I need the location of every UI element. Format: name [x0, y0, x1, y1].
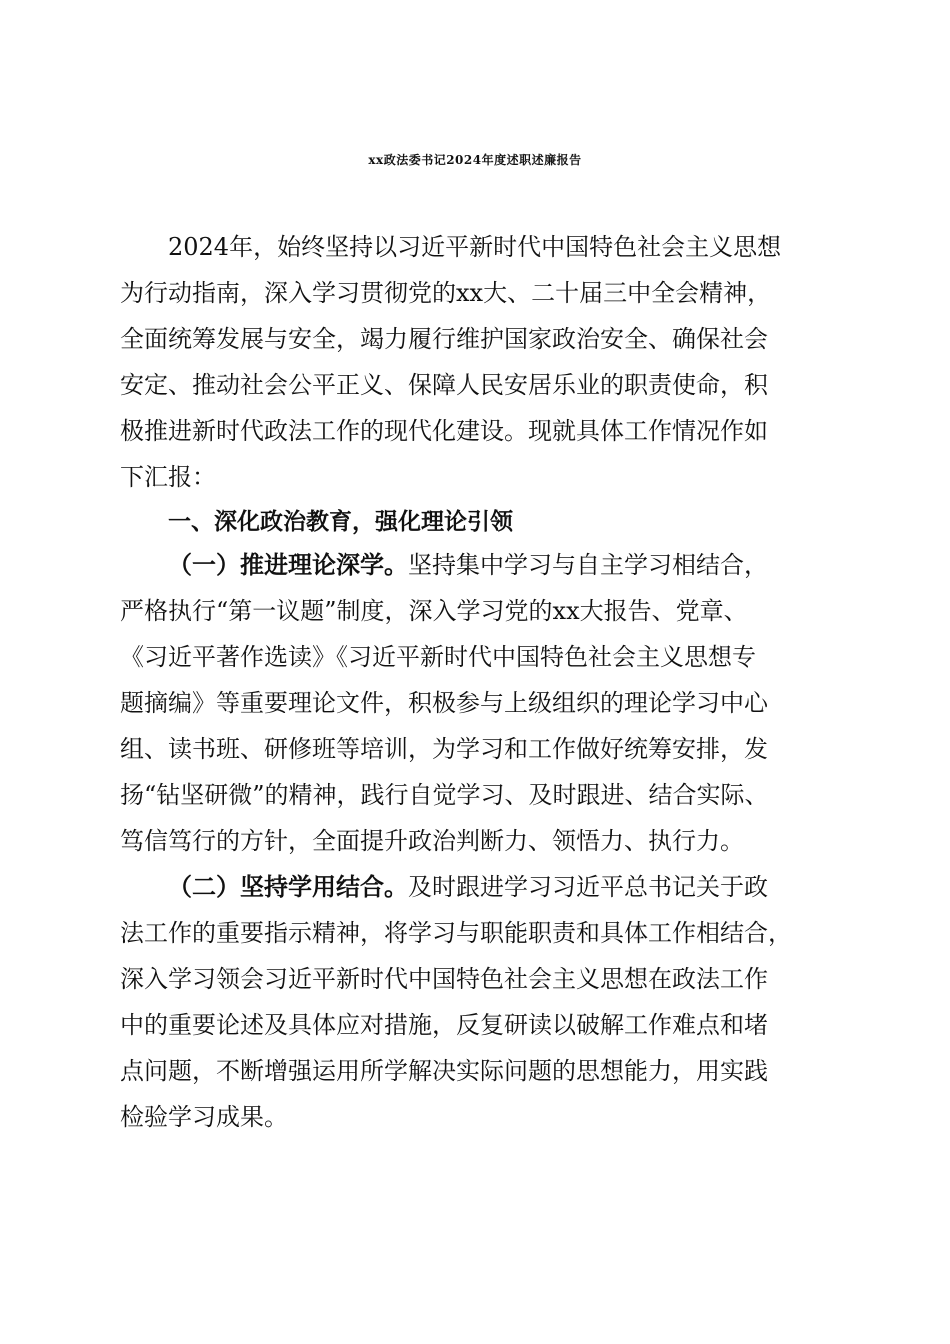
- paragraph-line: 中的重要论述及具体应对措施，反复研读以破解工作难点和堵: [120, 1011, 768, 1039]
- paragraph-line: 检验学习成果。: [120, 1103, 288, 1131]
- item-1-lead: （一）推进理论深学。: [168, 550, 408, 579]
- paragraph-line: 扬“钻坚研微”的精神，践行自觉学习、及时跟进、结合实际、: [120, 781, 769, 809]
- item-1-first-line-text: 坚持集中学习与自主学习相结合，: [408, 551, 768, 579]
- intro-line: 全面统筹发展与安全，竭力履行维护国家政治安全、确保社会: [120, 325, 768, 353]
- intro-line: 极推进新时代政法工作的现代化建设。现就具体工作情况作如: [120, 417, 768, 445]
- intro-line: 2024年，始终坚持以习近平新时代中国特色社会主义思想: [168, 233, 782, 261]
- item-2-lead: （二）坚持学用结合。: [168, 872, 408, 901]
- paragraph-first-line: [168, 864, 768, 910]
- section-1-heading: 一、深化政治教育，强化理论引领: [168, 509, 513, 535]
- paragraph-line: 点问题，不断增强运用所学解决实际问题的思想能力，用实践: [120, 1057, 768, 1085]
- intro-line: 下汇报：: [120, 463, 216, 491]
- paragraph-line: 深入学习领会习近平新时代中国特色社会主义思想在政法工作: [120, 965, 768, 993]
- paragraph-line: 《习近平著作选读》《习近平新时代中国特色社会主义思想专: [120, 643, 756, 671]
- paragraph-line: 法工作的重要指示精神，将学习与职能职责和具体工作相结合，: [120, 919, 792, 947]
- intro-line: 安定、推动社会公平正义、保障人民安居乐业的职责使命，积: [120, 371, 768, 399]
- intro-line: 为行动指南，深入学习贯彻党的xx大、二十届三中全会精神，: [120, 279, 772, 307]
- paragraph-line: 笃信笃行的方针，全面提升政治判断力、领悟力、执行力。: [120, 827, 744, 855]
- paragraph-first-line: [168, 542, 768, 588]
- document-title: xx政法委书记2024年度述职述廉报告: [368, 153, 582, 167]
- paragraph-line: 题摘编》等重要理论文件，积极参与上级组织的理论学习中心: [120, 689, 768, 717]
- item-2-first-line-text: 及时跟进学习习近平总书记关于政: [408, 873, 768, 901]
- paragraph-line: 组、读书班、研修班等培训，为学习和工作做好统筹安排，发: [120, 735, 768, 763]
- paragraph-line: 严格执行“第一议题”制度，深入学习党的xx大报告、党章、: [120, 597, 748, 625]
